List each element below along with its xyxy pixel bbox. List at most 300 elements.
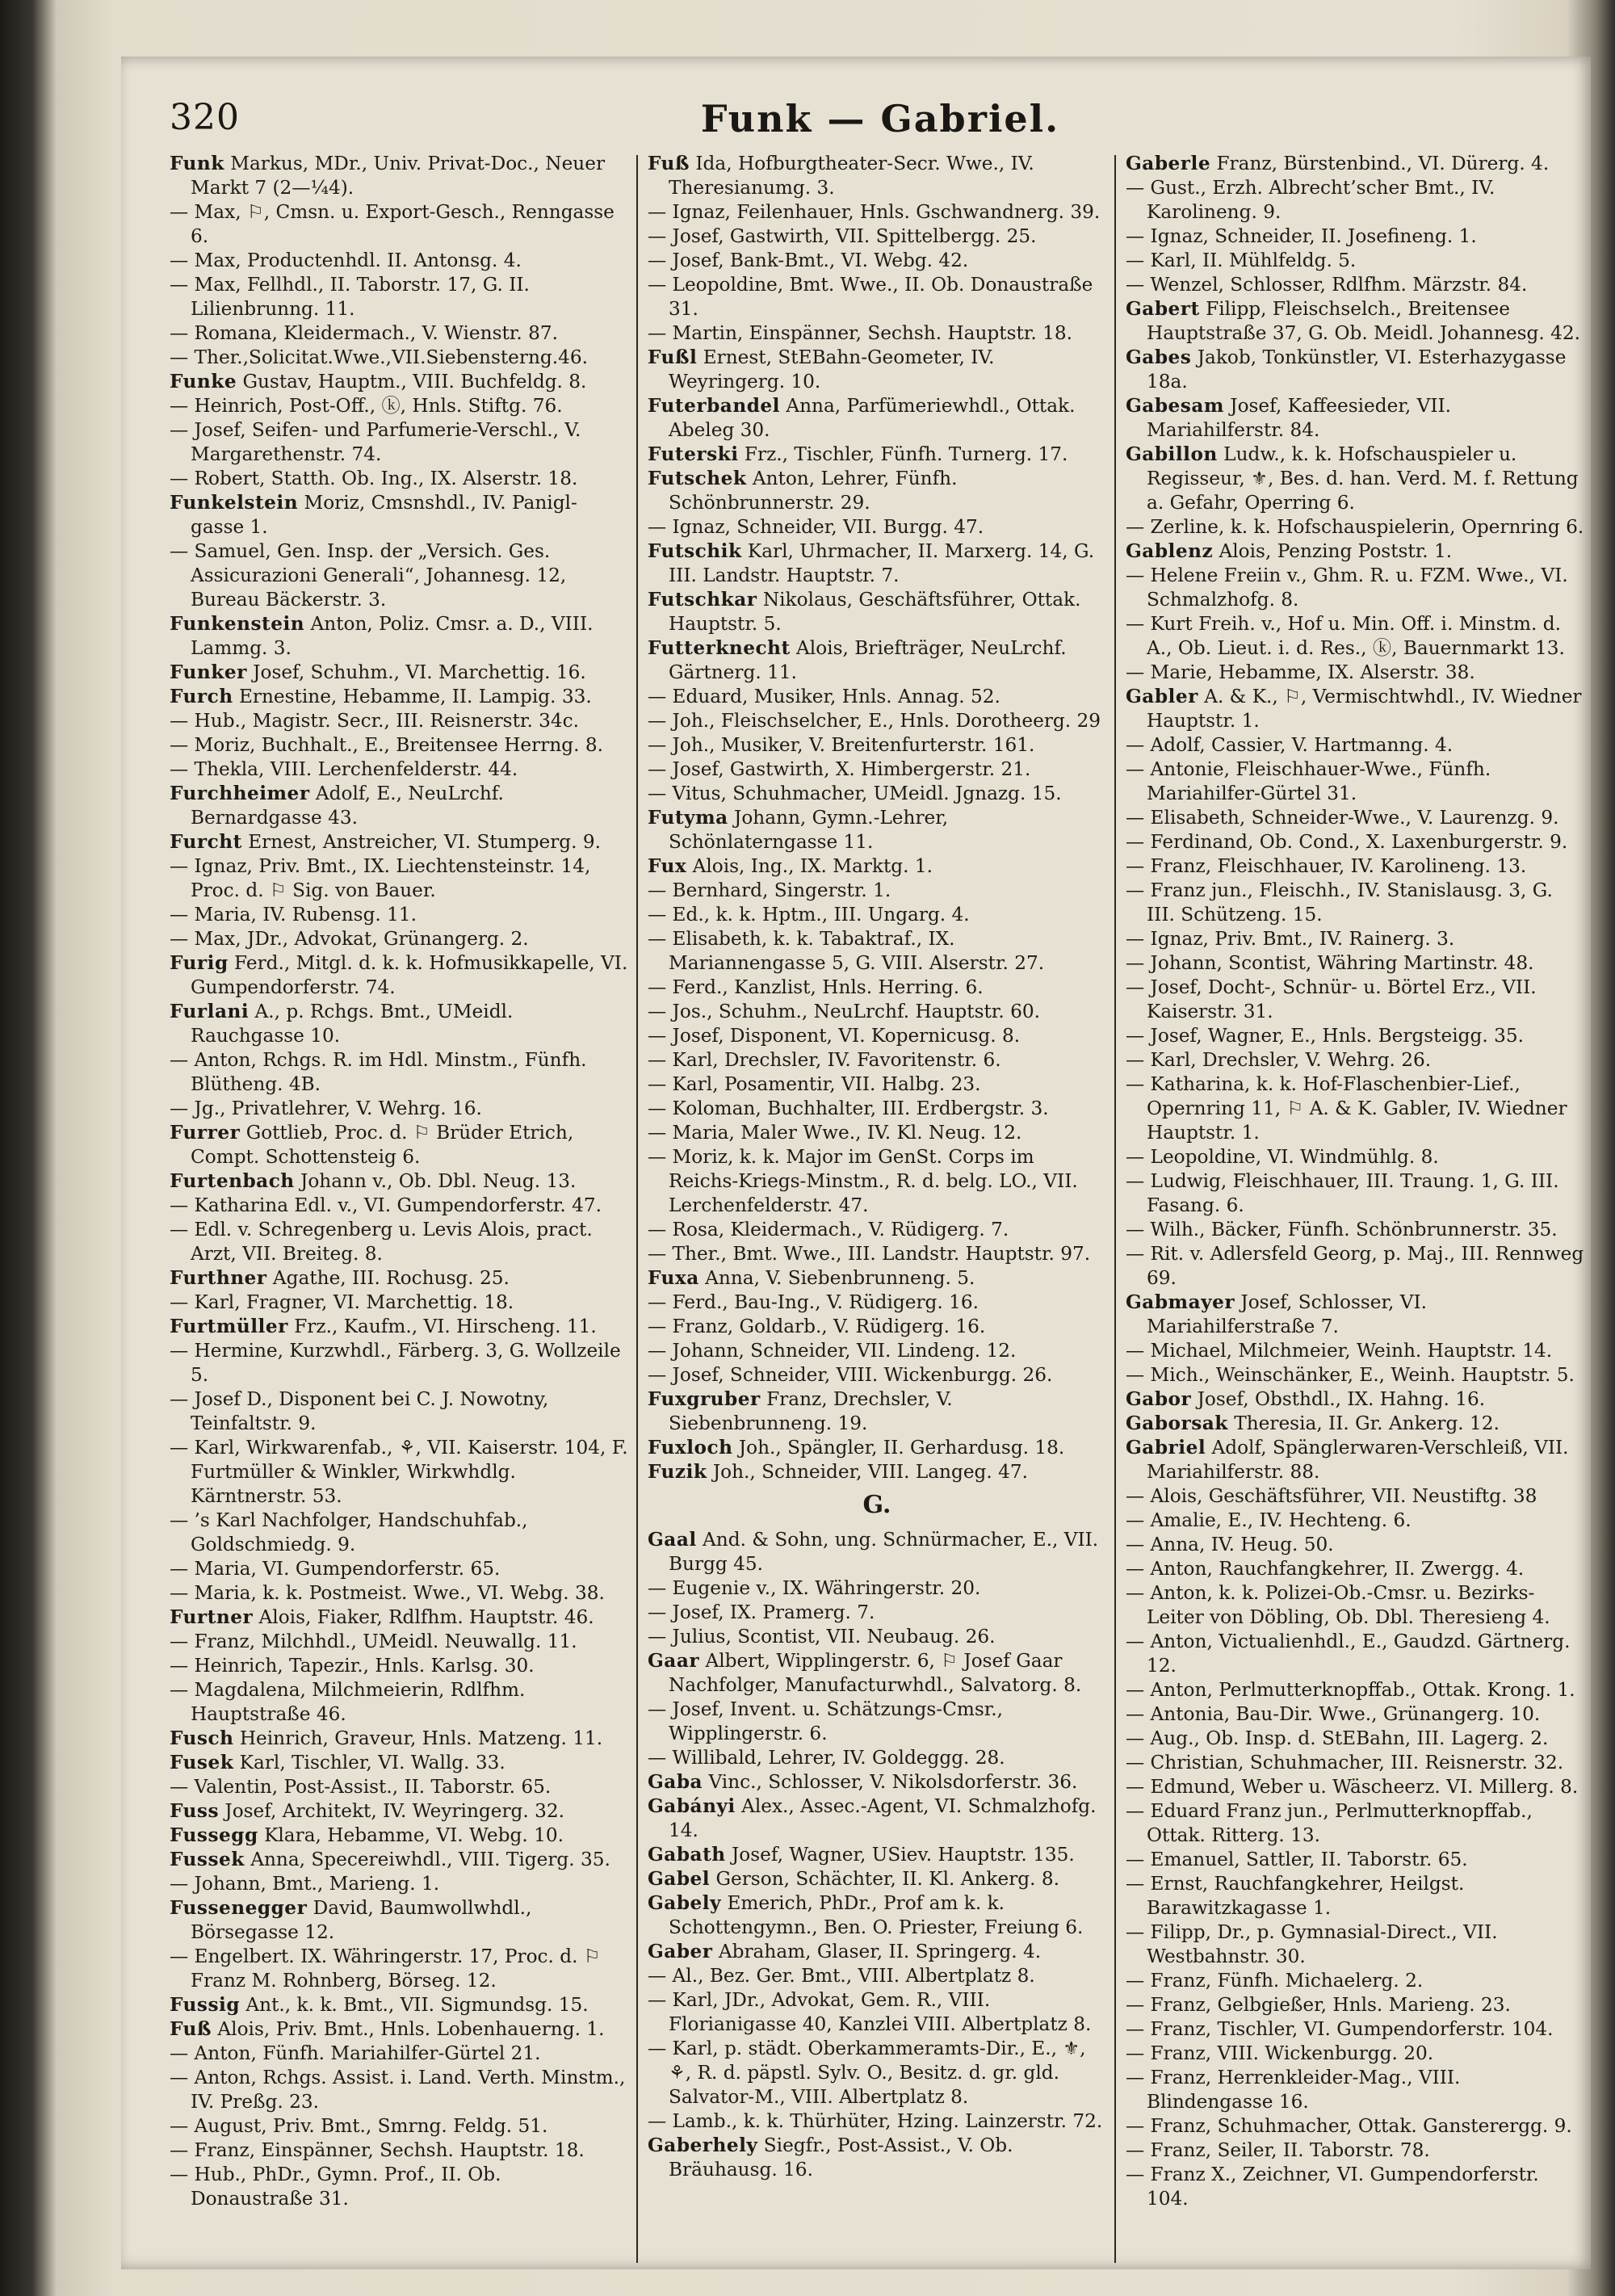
directory-entry [170, 1291, 628, 1315]
directory-entry [170, 1848, 628, 1872]
entry-surname: Futerski [648, 443, 739, 465]
entry-text: — Franz, Milchhdl., UMeidl. Neuwallg. 11. [170, 1631, 577, 1652]
entry-text: — Anton, Rauchfangkehrer, II. Zwergg. 4. [1126, 1558, 1525, 1580]
entry-text: Markus, MDr., Univ. Privat-Doc., Neuer Markt 7 (2—¼4). [191, 153, 606, 199]
entry-surname: Fux [648, 855, 687, 877]
entry-text: — Max, ⚐, Cmsn. u. Export-Gesch., Renngasse 6. [170, 201, 615, 247]
directory-entry [1126, 1024, 1584, 1048]
directory-entry [1126, 1072, 1584, 1145]
entry-text: — Franz, Einspänner, Sechsh. Hauptstr. 18. [170, 2139, 585, 2161]
directory-entry [1126, 1412, 1584, 1436]
directory-entry [648, 1843, 1106, 1867]
directory-entry [1126, 758, 1584, 806]
directory-entry [1126, 661, 1584, 685]
entry-text: — Robert, Statth. Ob. Ing., IX. Alserstr. 18. [170, 468, 578, 489]
directory-entry [1126, 1872, 1584, 1920]
entry-text: — Josef D., Disponent bei C. J. Nowotny, Teinfaltstr. 9. [170, 1388, 549, 1434]
directory-entry [170, 346, 628, 370]
entry-text: — Edmund, Weber u. Wäschеerz. VI. Millerg. 8. [1126, 1776, 1579, 1798]
directory-entry [170, 1097, 628, 1121]
directory-entry [170, 1339, 628, 1387]
entry-text: Frz., Tischler, Fünfh. Turnerg. 17. [738, 443, 1068, 465]
entry-text: — Anton, Perlmutterknopffab., Ottak. Krong. 1. [1126, 1679, 1575, 1701]
directory-entry [170, 1315, 628, 1339]
directory-entry [1126, 176, 1584, 225]
directory-entry [170, 709, 628, 733]
directory-entry [170, 321, 628, 346]
directory-entry [170, 1387, 628, 1436]
directory-entry [170, 1581, 628, 1606]
directory-entry [170, 539, 628, 612]
directory-entry [648, 1528, 1106, 1576]
entry-text: — Leopoldine, VI. Windmühlg. 8. [1126, 1146, 1439, 1168]
directory-entry [170, 1509, 628, 1557]
directory-entry [648, 200, 1106, 225]
directory-entry [170, 249, 628, 273]
entry-text: Ferd., Mitgl. d. k. k. Hofmusikkapelle, VI. Gumpendorferstr. 74. [191, 952, 628, 998]
entry-text: — Johann, Schneider, VII. Lindeng. 12. [648, 1340, 1017, 1362]
entry-text: — Willibald, Lehrer, IV. Goldeggg. 28. [648, 1747, 1005, 1769]
directory-entry [170, 1436, 628, 1509]
directory-entry [1126, 443, 1584, 515]
directory-entry [1126, 564, 1584, 612]
entry-text: — Adolf, Cassier, V. Hartmanng. 4. [1126, 734, 1454, 756]
entry-surname: Futerbandel [648, 395, 780, 417]
directory-entry [648, 1794, 1106, 1843]
directory-entry [1126, 854, 1584, 879]
directory-entry [648, 927, 1106, 976]
entry-text: — Franz, VIII. Wickenburgg. 20. [1126, 2042, 1434, 2064]
entry-text: — Helene Freiin v., Ghm. R. u. FZM. Wwe., VI. Schmalzhofg. 8. [1126, 565, 1568, 611]
directory-entry [1126, 1727, 1584, 1751]
directory-entry [170, 1775, 628, 1799]
entry-surname: Furlani [170, 1001, 250, 1022]
directory-entry [648, 321, 1106, 346]
directory-entry [648, 733, 1106, 758]
entry-text: — Aug., Ob. Insp. d. StEBahn, III. Lagerg. 2. [1126, 1727, 1549, 1749]
entry-text: — Kurt Freih. v., Hof u. Min. Off. i. Minstm. d. A., Ob. Lieut. i. d. Res., ⓚ, Bauernmarkt 13. [1126, 613, 1565, 659]
entry-text: A., p. Rchgs. Bmt., UMeidl. Rauchgasse 10. [191, 1001, 514, 1047]
directory-entry [648, 1698, 1106, 1746]
directory-entry [648, 225, 1106, 249]
entry-surname: Futschek [648, 468, 747, 489]
entry-text: — Joh., Fleischselcher, E., Hnls. Dorotheerg. 29 [648, 710, 1101, 732]
entry-text: Emerich, PhDr., Prof am k. k. Schottengymn., Ben. O. Priester, Freiung 6. [669, 1892, 1084, 1938]
entry-surname: Fuxloch [648, 1437, 733, 1459]
entry-text: Vinc., Schlosser, V. Nikolsdorferstr. 36. [703, 1771, 1078, 1793]
directory-entry [170, 733, 628, 758]
entry-text: Ernestine, Hebamme, II. Lampig. 33. [233, 686, 592, 707]
directory-entry [648, 1601, 1106, 1625]
entry-text: Ant., k. k. Bmt., VII. Sigmundsg. 15. [240, 1994, 589, 2016]
directory-entry [648, 1436, 1106, 1460]
entry-text: — Emanuel, Sattler, II. Taborstr. 65. [1126, 1849, 1468, 1870]
entry-text: — Hermine, Kurzwhdl., Färberg. 3, G. Wollzeile 5. [170, 1340, 621, 1386]
entry-text: — Josef, Invent. u. Schätzungs-Cmsr., Wipplingerstr. 6. [648, 1698, 1004, 1744]
entry-text: — Katharina, k. k. Hof-Flaschenbier-Lief., Opernring 11, ⚐ A. & K. Gabler, IV. Wiedner Hauptstr. 1. [1126, 1073, 1567, 1144]
directory-entry [170, 612, 628, 661]
directory-entry [648, 1315, 1106, 1339]
entry-text: — Ignaz, Schneider, II. Josefineng. 1. [1126, 225, 1477, 247]
entry-text: Joh., Spängler, II. Gerhardusg. 18. [732, 1437, 1065, 1459]
entry-text: — Franz jun., Fleischh., IV. Stanislausg. 3, G. III. Schützeng. 15. [1126, 879, 1553, 926]
entry-text: — Josef, Seifen- und Parfumerie-Verschl., V. Margarethenstr. 74. [170, 419, 581, 465]
directory-entry [170, 491, 628, 539]
entry-text: — Amalie, E., IV. Hechteng. 6. [1126, 1509, 1412, 1531]
entry-text: Alex., Assec.-Agent, VI. Schmalzhofg. 14. [669, 1795, 1097, 1841]
directory-entry [170, 1727, 628, 1751]
column-rule [636, 155, 638, 2263]
directory-entry [1126, 1291, 1584, 1339]
directory-entry [170, 903, 628, 927]
entry-text: — Vitus, Schuhmacher, UMeidl. Jgnazg. 15. [648, 783, 1062, 804]
column-2 [648, 152, 1106, 2268]
directory-entry [170, 1678, 628, 1727]
directory-entry [170, 2163, 628, 2211]
directory-entry [648, 976, 1106, 1000]
directory-entry [1126, 346, 1584, 394]
column-1 [170, 152, 628, 2268]
directory-entry [648, 152, 1106, 200]
entry-text: — Karl, Fragner, VI. Marchettig. 18. [170, 1291, 514, 1313]
entry-surname: Furch [170, 686, 233, 707]
directory-entry [648, 394, 1106, 443]
entry-text: — Franz, Fleischhauer, IV. Karolineng. 13. [1126, 855, 1527, 877]
directory-entry [170, 273, 628, 321]
entry-text: — Josef, Gastwirth, X. Himbergerstr. 21. [648, 758, 1031, 780]
entry-text: — Elisabeth, Schneider-Wwe., V. Laurenzg. 9. [1126, 807, 1559, 829]
entry-text: — Franz, Tischler, VI. Gumpendorferstr. 104. [1126, 2018, 1554, 2040]
entry-text: — Wilh., Bäcker, Fünfh. Schönbrunnerstr. 35. [1126, 1219, 1558, 1240]
entry-text: — Karl, Drechsler, IV. Favoritenstr. 6. [648, 1049, 1001, 1071]
entry-text: — Josef, Wagner, E., Hnls. Bergsteigg. 35. [1126, 1025, 1524, 1047]
entry-text: — Jg., Privatlehrer, V. Wehrg. 16. [170, 1098, 482, 1119]
entry-text: — Franz, Goldarb., V. Rüdigerg. 16. [648, 1316, 986, 1337]
entry-text: — Ferd., Bau-Ing., V. Rüdigerg. 16. [648, 1291, 979, 1313]
entry-text: Franz, Bürstenbind., VI. Dürerg. 4. [1210, 153, 1550, 174]
directory-entry [170, 467, 628, 491]
entry-surname: Funkenstein [170, 613, 305, 635]
entry-surname: Fusek [170, 1752, 234, 1773]
directory-entry [170, 1169, 628, 1194]
directory-entry [1126, 1751, 1584, 1775]
entry-text: — Antonie, Fleischhauer-Wwe., Fünfh. Mariahilfer-Gürtel 31. [1126, 758, 1491, 804]
directory-entry [170, 2114, 628, 2139]
directory-entry [170, 854, 628, 903]
directory-entry [648, 636, 1106, 685]
entry-text: Klara, Hebamme, VI. Webg. 10. [258, 1824, 564, 1846]
directory-entry [1126, 1145, 1584, 1169]
entry-text: — Koloman, Buchhalter, III. Erdbergstr. 3. [648, 1098, 1049, 1119]
entry-text: — Rosa, Kleidermach., V. Rüdigerg. 7. [648, 1219, 1009, 1240]
directory-entry [1126, 2114, 1584, 2139]
directory-entry [1126, 297, 1584, 346]
entry-text: — Max, Fellhdl., II. Taborstr. 17, G. II. Lilienbrunng. 11. [170, 274, 530, 320]
directory-entry [648, 1964, 1106, 1988]
directory-entry [648, 2037, 1106, 2109]
entry-text: — Karl, p. städt. Oberkammeramts-Dir., E., ⚜, ⚘, R. d. päpstl. Sylv. O., Besitz. d. gr. gld. Salvator-M., VIII. Albertplatz 8. [648, 2038, 1086, 2108]
directory-entry [1126, 951, 1584, 976]
directory-entry [648, 1339, 1106, 1363]
entry-text: — Karl, Drechsler, V. Wehrg. 26. [1126, 1049, 1432, 1071]
entry-text: A. & K., ⚐, Vermischtwhdl., IV. Wiedner Hauptstr. 1. [1147, 686, 1582, 732]
entry-text: Ludw., k. k. Hofschauspieler u. Regisseur, ⚜, Bes. d. han. Verd. M. f. Rettung a. Gefahr, Operring 6. [1147, 443, 1579, 514]
entry-surname: Gabillon [1126, 443, 1218, 465]
entry-surname: Funk [170, 153, 224, 174]
entry-text: — Anton, Rchgs. R. im Hdl. Minstm., Fünfh. Blütheng. 4B. [170, 1049, 587, 1095]
directory-entry [648, 1576, 1106, 1601]
entry-text: Josef, Schlosser, VI. Mariahilferstraße 7. [1147, 1291, 1428, 1337]
entry-surname: Gaborsak [1126, 1412, 1228, 1434]
entry-text: — Eduard, Musiker, Hnls. Annag. 52. [648, 686, 1000, 707]
directory-entry [170, 1630, 628, 1654]
entry-surname: Furthner [170, 1267, 267, 1289]
page-number: 320 [170, 97, 240, 138]
directory-entry [170, 1121, 628, 1169]
directory-entry [170, 1751, 628, 1775]
entry-text: — Magdalena, Milchmeierin, Rdlfhm. Hauptstraße 46. [170, 1679, 526, 1725]
directory-entry [1126, 806, 1584, 830]
entry-text: — Christian, Schuhmacher, III. Reisnerstr. 32. [1126, 1752, 1564, 1773]
entry-surname: Fuzik [648, 1461, 707, 1483]
entry-text: — Josef, Disponent, VI. Kopernicusg. 8. [648, 1025, 1021, 1047]
entry-text: — Samuel, Gen. Insp. der „Versich. Ges. Assicurazioni Generali“, Johannesg. 12, Bureau Bäckerstr. 3. [170, 540, 567, 611]
entry-text: — Karl, JDr., Advokat, Gem. R., VIII. Florianigasse 40, Kanzlei VIII. Albertplatz 8. [648, 1989, 1092, 2035]
directory-entry [170, 951, 628, 1000]
entry-surname: Fuß [170, 2018, 212, 2040]
section-letter: G. [862, 1491, 891, 1519]
directory-entry [170, 2042, 628, 2066]
entry-text: — Gust., Erzh. Albrecht’scher Bmt., IV. Karolineng. 9. [1126, 177, 1495, 223]
entry-text: Josef, Obsthdl., IX. Hahng. 16. [1191, 1388, 1486, 1410]
column-3 [1126, 152, 1584, 2268]
entry-text: — Josef, Gastwirth, VII. Spittelbergg. 25. [648, 225, 1037, 247]
entry-surname: Gaba [648, 1771, 703, 1793]
entry-surname: Gabel [648, 1868, 711, 1890]
directory-entry [648, 903, 1106, 927]
directory-entry [648, 1625, 1106, 1649]
directory-entry [1126, 927, 1584, 951]
entry-text: Ernest, StEBahn-Geometer, IV. Weyringerg. 10. [669, 346, 995, 392]
entry-text: — Ignaz, Priv. Bmt., IX. Liechtensteinstr. 14, Proc. d. ⚐ Sig. von Bauer. [170, 855, 591, 901]
directory-entry [648, 2134, 1106, 2182]
entry-text: — Al., Bez. Ger. Bmt., VIII. Albertplatz 8. [648, 1965, 1035, 1987]
entry-surname: Gaberle [1126, 153, 1211, 174]
entry-text: — Ther.,Solicitat.Wwe.,VII.Siebensterng.46. [170, 346, 589, 368]
entry-text: — Elisabeth, k. k. Tabaktraf., IX. Mariannengasse 5, G. VIII. Alserstr. 27. [648, 928, 1045, 974]
entry-surname: Fussenegger [170, 1897, 308, 1919]
entry-text: Alois, Penzing Poststr. 1. [1213, 540, 1453, 562]
entry-text: Gottlieb, Proc. d. ⚐ Brüder Etrich, Compt. Schottensteig 6. [191, 1122, 574, 1168]
entry-surname: Gabor [1126, 1388, 1192, 1410]
directory-entry [648, 346, 1106, 394]
directory-entry [648, 1891, 1106, 1940]
directory-entry [170, 1048, 628, 1097]
entry-text: Adolf, E., NeuLrchf. Bernardgasse 43. [191, 783, 504, 829]
directory-entry [1126, 1363, 1584, 1387]
entry-text: Jakob, Tonkünstler, VI. Esterhazygasse 18a. [1147, 346, 1567, 392]
directory-entry [1126, 1242, 1584, 1291]
directory-entry [170, 758, 628, 782]
entry-text: — Leopoldine, Bmt. Wwe., II. Ob. Donaustraße 31. [648, 274, 1093, 320]
directory-entry [1126, 2066, 1584, 2114]
entry-text: — Anna, IV. Heug. 50. [1126, 1534, 1334, 1555]
entry-text: — Thekla, VIII. Lerchenfelderstr. 44. [170, 758, 518, 780]
entry-text: — Ignaz, Feilenhauer, Hnls. Gschwandnerg. 39. [648, 201, 1101, 223]
entry-text: — Mich., Weinschänker, E., Weinh. Hauptstr. 5. [1126, 1364, 1575, 1386]
entry-text: — Maria, Maler Wwe., IV. Kl. Neug. 12. [648, 1122, 1022, 1144]
entry-surname: Futterknecht [648, 637, 791, 659]
directory-entry [1126, 1048, 1584, 1072]
entry-surname: Gabert [1126, 298, 1200, 320]
directory-entry [170, 1000, 628, 1048]
entry-surname: Gaber [648, 1941, 713, 1962]
directory-entry [648, 539, 1106, 588]
directory-entry [1126, 733, 1584, 758]
directory-entry [1126, 1799, 1584, 1848]
entry-surname: Furig [170, 952, 229, 974]
entry-text: — Heinrich, Tapezir., Hnls. Karlsg. 30. [170, 1655, 535, 1677]
entry-text: David, Baumwollwhdl., Börsegasse 12. [191, 1897, 532, 1943]
entry-surname: Gabmayer [1126, 1291, 1235, 1313]
entry-surname: Fuß [648, 153, 690, 174]
directory-entry [1126, 1678, 1584, 1702]
directory-entry [1126, 1993, 1584, 2017]
entry-text: — Josef, IX. Pramerg. 7. [648, 1601, 875, 1623]
directory-entry [1126, 249, 1584, 273]
entry-text: — Ferdinand, Ob. Cond., X. Laxenburgerstr. 9. [1126, 831, 1568, 853]
entry-text: — Heinrich, Post-Off., ⓚ, Hnls. Stiftg. 76. [170, 395, 563, 417]
directory-entry [648, 1988, 1106, 2037]
directory-entry [1126, 1533, 1584, 1557]
directory-entry [648, 758, 1106, 782]
directory-entry [648, 1746, 1106, 1770]
entry-text: — Julius, Scontist, VII. Neubaug. 26. [648, 1626, 996, 1647]
entry-text: Abraham, Glaser, II. Springerg. 4. [712, 1941, 1042, 1962]
entry-text: Heinrich, Graveur, Hnls. Matzeng. 11. [233, 1727, 603, 1749]
directory-entry [648, 782, 1106, 806]
entry-text: — Anton, Fünfh. Mariahilfer-Gürtel 21. [170, 2042, 541, 2064]
entry-text: — Hub., Magistr. Secr., III. Reisnerstr. 34c. [170, 710, 580, 732]
directory-entry [1126, 1339, 1584, 1363]
entry-surname: Fuxa [648, 1267, 699, 1289]
directory-entry [1126, 225, 1584, 249]
directory-entry [648, 1097, 1106, 1121]
entry-text: Anton, Poliz. Cmsr. a. D., VIII. Lammg. 3. [191, 613, 594, 659]
directory-entry [1126, 273, 1584, 297]
entry-text: Gerson, Schächter, II. Kl. Ankerg. 8. [710, 1868, 1059, 1890]
directory-entry [1126, 1387, 1584, 1412]
directory-entry [648, 1770, 1106, 1794]
column-rule [1114, 155, 1116, 2263]
entry-text: — Ignaz, Schneider, VII. Burgg. 47. [648, 516, 984, 538]
directory-entry [648, 1266, 1106, 1291]
directory-entry [1126, 539, 1584, 564]
entry-text: — August, Priv. Bmt., Smrng. Feldg. 51. [170, 2115, 548, 2137]
entry-surname: Gaberhely [648, 2134, 758, 2156]
directory-entry [1126, 1436, 1584, 1484]
entry-text: — Josef, Bank-Bmt., VI. Webg. 42. [648, 250, 969, 271]
directory-entry [1126, 1218, 1584, 1242]
directory-entry [170, 830, 628, 854]
entry-text: — Lamb., k. k. Thürhüter, Hzing. Lainzerstr. 72. [648, 2110, 1103, 2132]
entry-text: — Edl. v. Schregenberg u. Levis Alois, pract. Arzt, VII. Breiteg. 8. [170, 1219, 593, 1265]
entry-surname: Fusch [170, 1727, 234, 1749]
directory-entry [648, 1145, 1106, 1218]
entry-surname: Gabes [1126, 346, 1192, 368]
entry-surname: Funkelstein [170, 492, 299, 514]
directory-entry [170, 1896, 628, 1945]
entry-surname: Furchheimer [170, 783, 310, 804]
entry-text: — Martin, Einspänner, Sechsh. Hauptstr. 18. [648, 322, 1072, 344]
directory-entry [648, 1363, 1106, 1387]
directory-entry [170, 1606, 628, 1630]
entry-text: Gustav, Hauptm., VIII. Buchfeldg. 8. [237, 371, 587, 392]
entry-text: Filipp, Fleischselch., Breitensee Hauptstraße 37, G. Ob. Meidl. Johannesg. 42. [1147, 298, 1580, 344]
entry-surname: Fussig [170, 1994, 241, 2016]
entry-text: Anna, Parfümeriewhdl., Ottak. Abeleg 30. [669, 395, 1076, 441]
directory-entry [170, 2139, 628, 2163]
entry-text: — Anton, k. k. Polizei-Ob.-Cmsr. u. Bezirks-Leiter von Döbling, Ob. Dbl. Theresieng 4. [1126, 1582, 1550, 1628]
entry-surname: Gabriel [1126, 1437, 1206, 1459]
entry-text: — Johann, Scontist, Währing Martinstr. 48. [1126, 952, 1534, 974]
entry-text: — Jos., Schuhm., NeuLrchf. Hauptstr. 60. [648, 1001, 1040, 1022]
directory-entry [1126, 976, 1584, 1024]
directory-entry [170, 1872, 628, 1896]
entry-text: Anna, V. Siebenbrunneng. 5. [698, 1267, 975, 1289]
directory-entry [170, 1799, 628, 1824]
directory-entry [648, 1072, 1106, 1097]
entry-surname: Fuxgruber [648, 1388, 761, 1410]
entry-text: — ’s Karl Nachfolger, Handschuhfab., Goldschmiedg. 9. [170, 1509, 528, 1555]
directory-entry [170, 1654, 628, 1678]
directory-entry [1126, 2139, 1584, 2163]
entry-text: — Johann, Bmt., Marieng. 1. [170, 1873, 440, 1895]
entry-surname: Fussek [170, 1849, 245, 1870]
entry-text: Karl, Tischler, VI. Wallg. 33. [233, 1752, 505, 1773]
entry-text: — Ludwig, Fleischhauer, III. Traung. 1, G. III. Fasang. 6. [1126, 1170, 1559, 1216]
entry-text: — Max, Productenhdl. II. Antonsg. 4. [170, 250, 522, 271]
entry-text: — Franz, Seiler, II. Taborstr. 78. [1126, 2139, 1430, 2161]
directory-entry [1126, 1702, 1584, 1727]
directory-entry [648, 1291, 1106, 1315]
directory-entry [1126, 1484, 1584, 1509]
running-head: Funk — Gabriel. [700, 97, 1060, 141]
entry-text: — Maria, k. k. Postmeist. Wwe., VI. Webg. 38. [170, 1582, 605, 1604]
directory-entry [648, 1218, 1106, 1242]
directory-entry [1126, 830, 1584, 854]
directory-entry [648, 685, 1106, 709]
entry-text: — Ther., Bmt. Wwe., III. Landstr. Hauptstr. 97. [648, 1243, 1091, 1265]
directory-entry [648, 467, 1106, 515]
entry-text: Albert, Wipplingerstr. 6, ⚐ Josef Gaar Nachfolger, Manufacturwhdl., Salvatorg. 8. [669, 1650, 1082, 1696]
entry-text: — Eugenie v., IX. Währingerstr. 20. [648, 1577, 981, 1599]
entry-text: Alois, Ing., IX. Marktg. 1. [686, 855, 933, 877]
directory-entry [1126, 879, 1584, 927]
directory-entry [648, 1387, 1106, 1436]
directory-entry [648, 879, 1106, 903]
entry-surname: Furcht [170, 831, 242, 853]
directory-entry [170, 394, 628, 418]
entry-surname: Gaar [648, 1650, 700, 1672]
entry-surname: Funke [170, 371, 237, 392]
entry-surname: Gabath [648, 1844, 726, 1866]
entry-text: — Karl, Posamentir, VII. Halbg. 23. [648, 1073, 981, 1095]
directory-entry [1126, 1775, 1584, 1799]
directory-entry [170, 1824, 628, 1848]
entry-text: — Eduard Franz jun., Perlmutterknopffab., Ottak. Ritterg. 13. [1126, 1800, 1533, 1846]
entry-text: Josef, Wagner, USiev. Hauptstr. 135. [725, 1844, 1075, 1866]
